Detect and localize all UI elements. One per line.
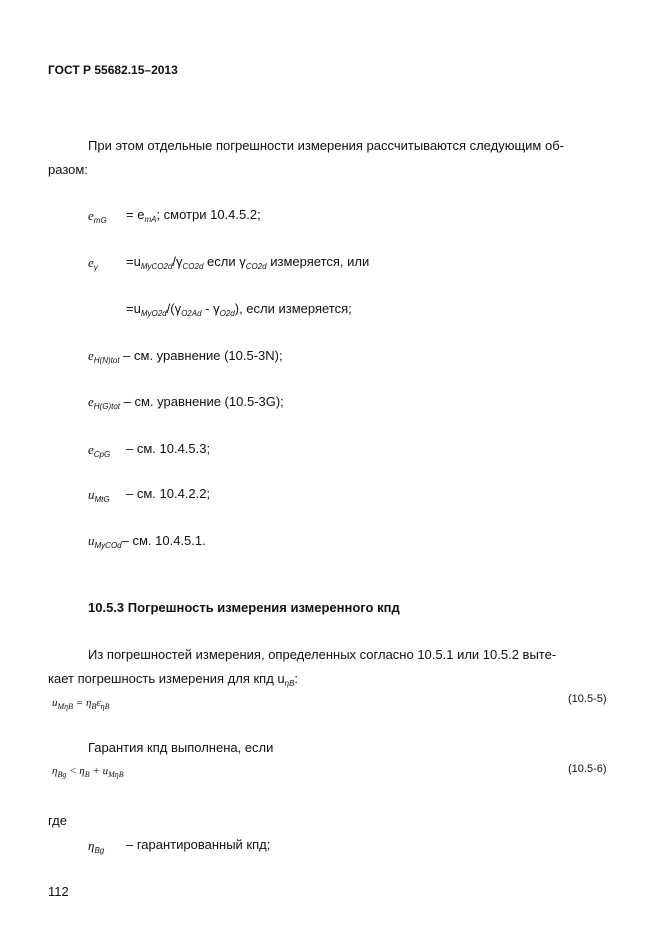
- definition-row: uMtG: [88, 487, 110, 504]
- paragraph-line: Гарантия кпд выполнена, если: [88, 740, 274, 755]
- definition-row: eγ: [88, 255, 98, 272]
- definition-row: $u_{MyCOd}-$ см. 10.4.5.1.: [88, 533, 206, 550]
- intro-line-1: При этом отдельные погрешности измерения рассчитываются следующим об-: [88, 138, 564, 153]
- formula-10-5-5: $u_{M\eta B} = \eta_B\varepsilon_{\eta B}$: [52, 697, 110, 711]
- intro-line-2: разом:: [48, 162, 88, 177]
- paragraph-line: Из погрешностей измерения, определенных согласно 10.5.1 или 10.5.2 выте-: [88, 647, 557, 662]
- page-number: 112: [48, 884, 69, 899]
- definition-row: [88, 207, 107, 225]
- definition-row: eCpG: [88, 442, 111, 459]
- definition-text: $=u_{MyCO2d}/\gamma_{CO2d}$ если $\gamma_{CO2d}$ измеряется, или: [126, 254, 370, 271]
- definition-continuation: $=u_{MyO2d}/(\gamma_{O2Ad} - \gamma_{O2d})$, если измеряется;: [126, 301, 352, 318]
- symbol: e: [88, 208, 94, 223]
- definition-row: $e_{H(N)tot}$ – см. уравнение (10.5-3N);: [88, 348, 283, 365]
- symbol-subscript: mG: [93, 216, 107, 225]
- paragraph-line: кает погрешность измерения для кпд $u_{\eta B}$:: [48, 671, 299, 688]
- where-item-text: – гарантированный кпд;: [126, 837, 271, 852]
- formula-10-5-6: $\eta_{Bg} < \eta_B + u_{M\eta B}$: [52, 765, 124, 779]
- where-item: ηBg: [88, 838, 105, 855]
- definition-text: = $e_{mA}$; смотри 10.4.5.2;: [126, 207, 261, 224]
- definition-row: $e_{H(G)tot}$ – см. уравнение (10.5-3G);: [88, 394, 284, 411]
- where-label: где: [48, 813, 67, 828]
- section-heading: [88, 600, 400, 615]
- section-title: Погрешность измерения измеренного кпд: [127, 600, 400, 615]
- formula-number: (10.5-6): [568, 763, 607, 775]
- section-number: 10.5.3: [88, 600, 125, 615]
- definition-text: – см. 10.4.5.3;: [126, 441, 211, 456]
- definition-text: – см. 10.4.2.2;: [126, 486, 211, 501]
- document-header: ГОСТ Р 55682.15–2013: [48, 63, 178, 77]
- formula-number: (10.5-5): [568, 693, 607, 705]
